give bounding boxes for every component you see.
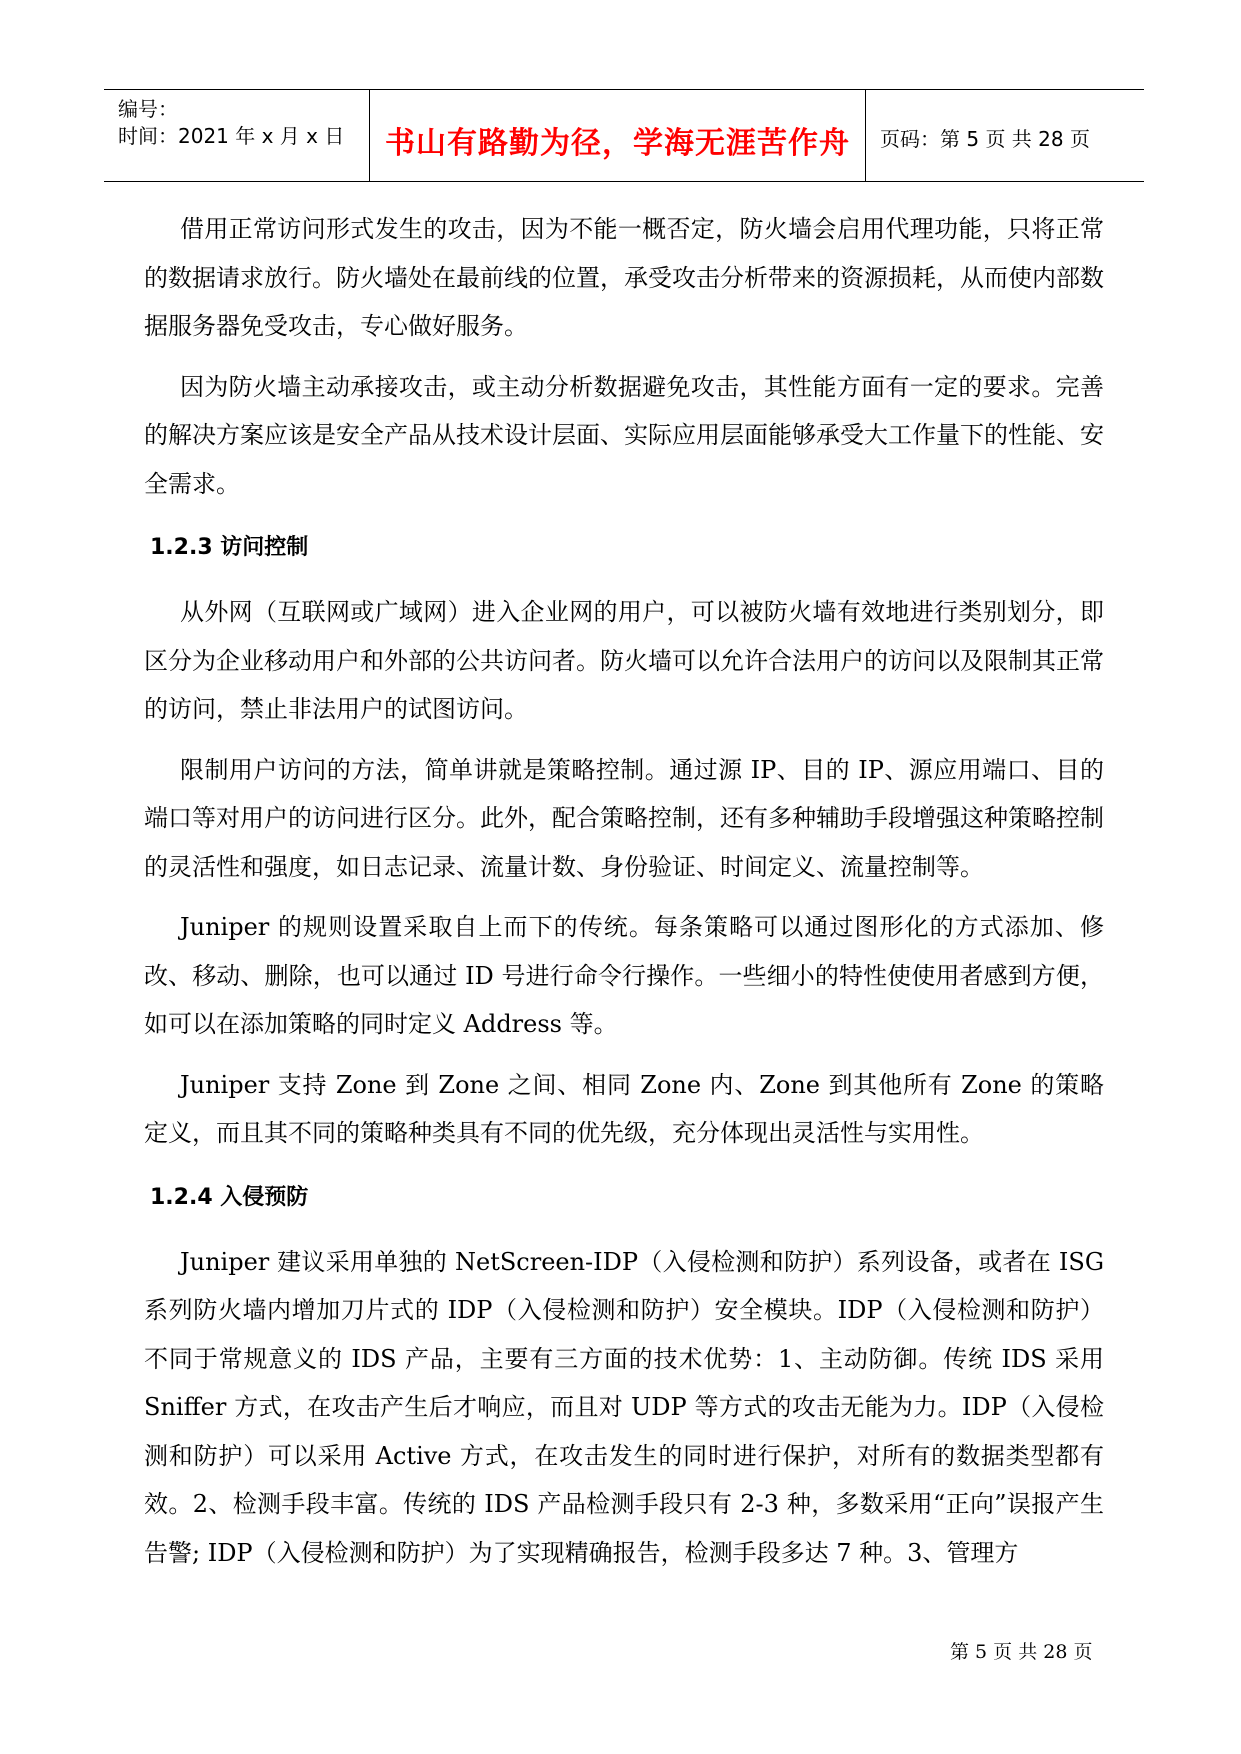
paragraph-1: 借用正常访问形式发生的攻击，因为不能一概否定，防火墙会启用代理功能，只将正常的数据请求放行。防火墙处在最前线的位置，承受攻击分析带来的资源损耗，从而使内部数据服务器免受攻击，专心做好服务。 bbox=[144, 215, 1104, 340]
paragraph-4: 限制用户访问的方法，简单讲就是策略控制。通过源 IP、目的 IP、源应用端口、目的端口等对用户的访问进行区分。此外，配合策略控制，还有多种辅助手段增强这种策略控制的灵活性和强度，如日志记录、流量计数、身份验证、时间定义、流量控制等。 bbox=[144, 755, 1104, 881]
header-left-cell bbox=[104, 90, 369, 181]
header-right-cell bbox=[866, 90, 1144, 181]
paragraph-5: Juniper 的规则设置采取自上而下的传统。每条策略可以通过图形化的方式添加、修改、移动、删除，也可以通过 ID 号进行命令行操作。一些细小的特性使使用者感到方便，如可以在添加策略的同时定义 Address 等。 bbox=[144, 913, 1104, 1038]
document-body bbox=[144, 205, 1104, 1589]
header-page-info: 页码：第 5 页 共 28 页 bbox=[880, 127, 1090, 151]
section-heading-1-2-3: 1.2.3 访问控制 bbox=[150, 535, 309, 560]
paragraph-2: 因为防火墙主动承接攻击，或主动分析数据避免攻击，其性能方面有一定的要求。完善的解决方案应该是安全产品从技术设计层面、实际应用层面能够承受大工作量下的性能、安全需求。 bbox=[144, 372, 1104, 498]
paragraph-3: 从外网（互联网或广域网）进入企业网的用户，可以被防火墙有效地进行类别划分，即区分为企业移动用户和外部的公共访问者。防火墙可以允许合法用户的访问以及限制其正常的访问，禁止非法用户的试图访问。 bbox=[144, 598, 1104, 723]
header-motto: 书山有路勤为径，学海无涯苦作舟 bbox=[385, 126, 850, 161]
paragraph-7: Juniper 建议采用单独的 NetScreen-IDP（入侵检测和防护）系列设备，或者在 ISG 系列防火墙内增加刀片式的 IDP（入侵检测和防护）安全模块。IDP（入侵检测和防护）不同于常规意义的 IDS 产品，主要有三方面的技术优势：1、主动防御。传统 IDS 采用 Sniffer 方式，在攻击产生后才响应，而且对 UDP 等方式的攻击无能为力。IDP（入侵检测和防护）可以采用 Active 方式，在攻击发生的同时进行保护，对所有的数据类型都有效。2、检测手段丰富。传统的 IDS 产品检测手段只有 2-3 种，多数采用“正向”误报产生告警; IDP（入侵检测和防护）为了实现精确报告，检测手段多达 7 种。3、管理方 bbox=[144, 1247, 1104, 1567]
header-middle-cell bbox=[369, 90, 866, 181]
page-header bbox=[104, 89, 1144, 182]
section-heading-1-2-4: 1.2.4 入侵预防 bbox=[150, 1184, 309, 1210]
serial-number-label: 编号： bbox=[118, 97, 178, 121]
header-date: 时间：2021 年 x 月 x 日 bbox=[118, 124, 345, 148]
page-footer: 第 5 页 共 28 页 bbox=[950, 1641, 1093, 1663]
paragraph-6: Juniper 支持 Zone 到 Zone 之间、相同 Zone 内、Zone 到其他所有 Zone 的策略定义，而且其不同的策略种类具有不同的优先级，充分体现出灵活性与实用性。 bbox=[144, 1070, 1104, 1147]
